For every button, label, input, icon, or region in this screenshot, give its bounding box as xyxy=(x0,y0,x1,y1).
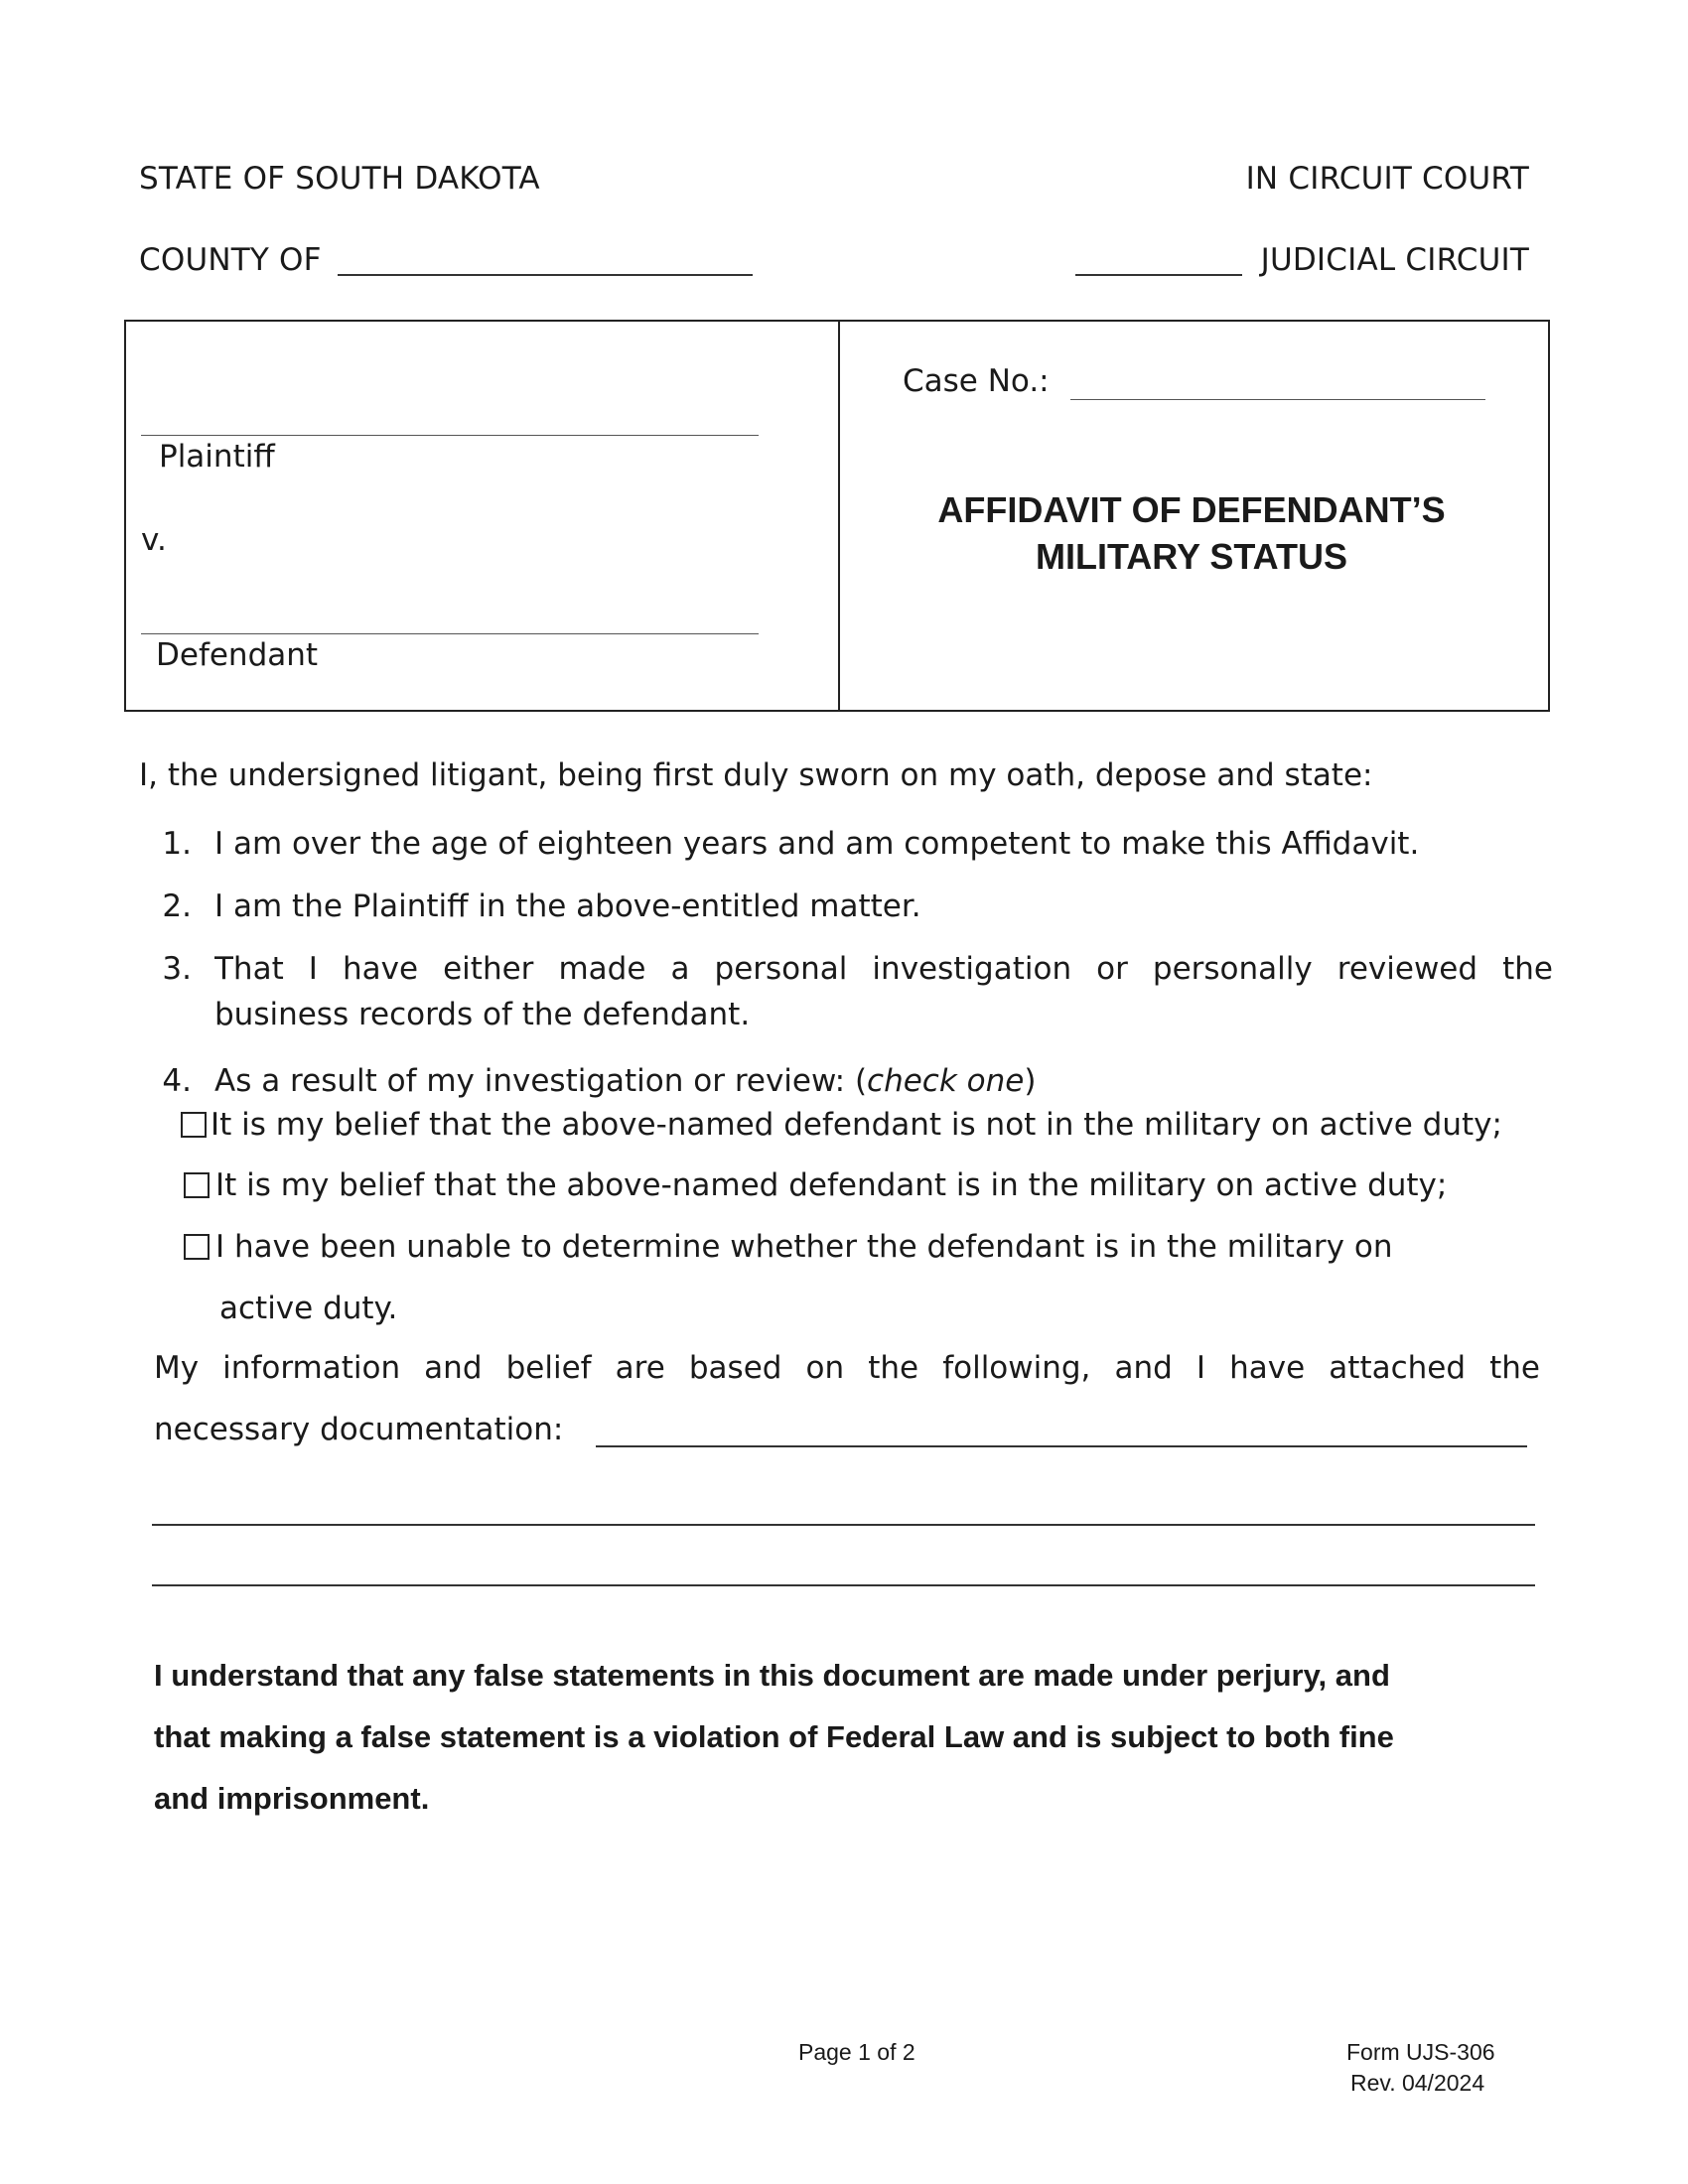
document-title-line2: MILITARY STATUS xyxy=(1036,536,1347,577)
item-text-end: ) xyxy=(1024,1063,1037,1099)
perjury-statement-line1: I understand that any false statements in this document are made under perjury, and xyxy=(154,1658,1390,1693)
check-one-emphasis: check one xyxy=(867,1063,1025,1099)
document-title-line1: AFFIDAVIT OF DEFENDANT’S xyxy=(937,489,1446,530)
plaintiff-name-field[interactable] xyxy=(141,435,759,436)
item-number: 1. xyxy=(162,826,192,862)
intro-statement: I, the undersigned litigant, being first duly sworn on my oath, depose and state: xyxy=(139,757,1373,793)
option-not-active-checkbox[interactable] xyxy=(181,1112,207,1138)
item-number: 3. xyxy=(162,951,192,987)
option-active-label: It is my belief that the above-named defendant is in the military on active duty; xyxy=(215,1167,1448,1203)
option-undetermined-label: I have been unable to determine whether the defendant is in the military on xyxy=(215,1229,1393,1265)
item-text-continued: business records of the defendant. xyxy=(214,997,751,1032)
documentation-field-line1[interactable] xyxy=(596,1445,1527,1447)
form-revision: Rev. 04/2024 xyxy=(1350,2070,1485,2096)
item-text: That I have either made a personal investigation or personally reviewed the xyxy=(214,951,1553,987)
option-undetermined-label-continued: active duty. xyxy=(219,1291,398,1326)
item-text-main: As a result of my investigation or review: ( xyxy=(214,1063,868,1099)
county-label: COUNTY OF xyxy=(139,242,322,278)
defendant-label: Defendant xyxy=(156,637,319,673)
circuit-label: JUDICIAL CIRCUIT xyxy=(1260,242,1529,278)
court-name: IN CIRCUIT COURT xyxy=(1245,161,1529,197)
state-name: STATE OF SOUTH DAKOTA xyxy=(139,161,540,197)
case-no-label: Case No.: xyxy=(903,363,1050,399)
basis-statement: My information and belief are based on the following, and I have attached the xyxy=(154,1350,1540,1386)
item-number: 2. xyxy=(162,888,192,924)
item-text: I am over the age of eighteen years and am competent to make this Affidavit. xyxy=(214,826,1420,862)
page-number: Page 1 of 2 xyxy=(798,2039,915,2065)
option-active-checkbox[interactable] xyxy=(184,1172,210,1198)
perjury-statement-line2: that making a false statement is a violation of Federal Law and is subject to both fine xyxy=(154,1719,1394,1754)
circuit-number-field[interactable] xyxy=(1075,274,1242,276)
documentation-field-line3[interactable] xyxy=(152,1584,1535,1586)
documentation-field-line2[interactable] xyxy=(152,1524,1535,1526)
item-text: I am the Plaintiff in the above-entitled matter. xyxy=(214,888,921,924)
plaintiff-label: Plaintiff xyxy=(159,439,275,475)
county-field[interactable] xyxy=(338,274,753,276)
option-not-active-label: It is my belief that the above-named defendant is not in the military on active duty; xyxy=(211,1107,1502,1143)
item-text xyxy=(214,1063,1036,1099)
option-undetermined-checkbox[interactable] xyxy=(184,1234,210,1260)
item-number: 4. xyxy=(162,1063,192,1099)
versus-label: v. xyxy=(141,522,167,558)
basis-statement-continued: necessary documentation: xyxy=(154,1412,564,1447)
case-no-field[interactable] xyxy=(1070,399,1485,400)
perjury-statement-line3: and imprisonment. xyxy=(154,1781,430,1816)
form-number: Form UJS-306 xyxy=(1346,2039,1495,2065)
defendant-name-field[interactable] xyxy=(141,633,759,634)
